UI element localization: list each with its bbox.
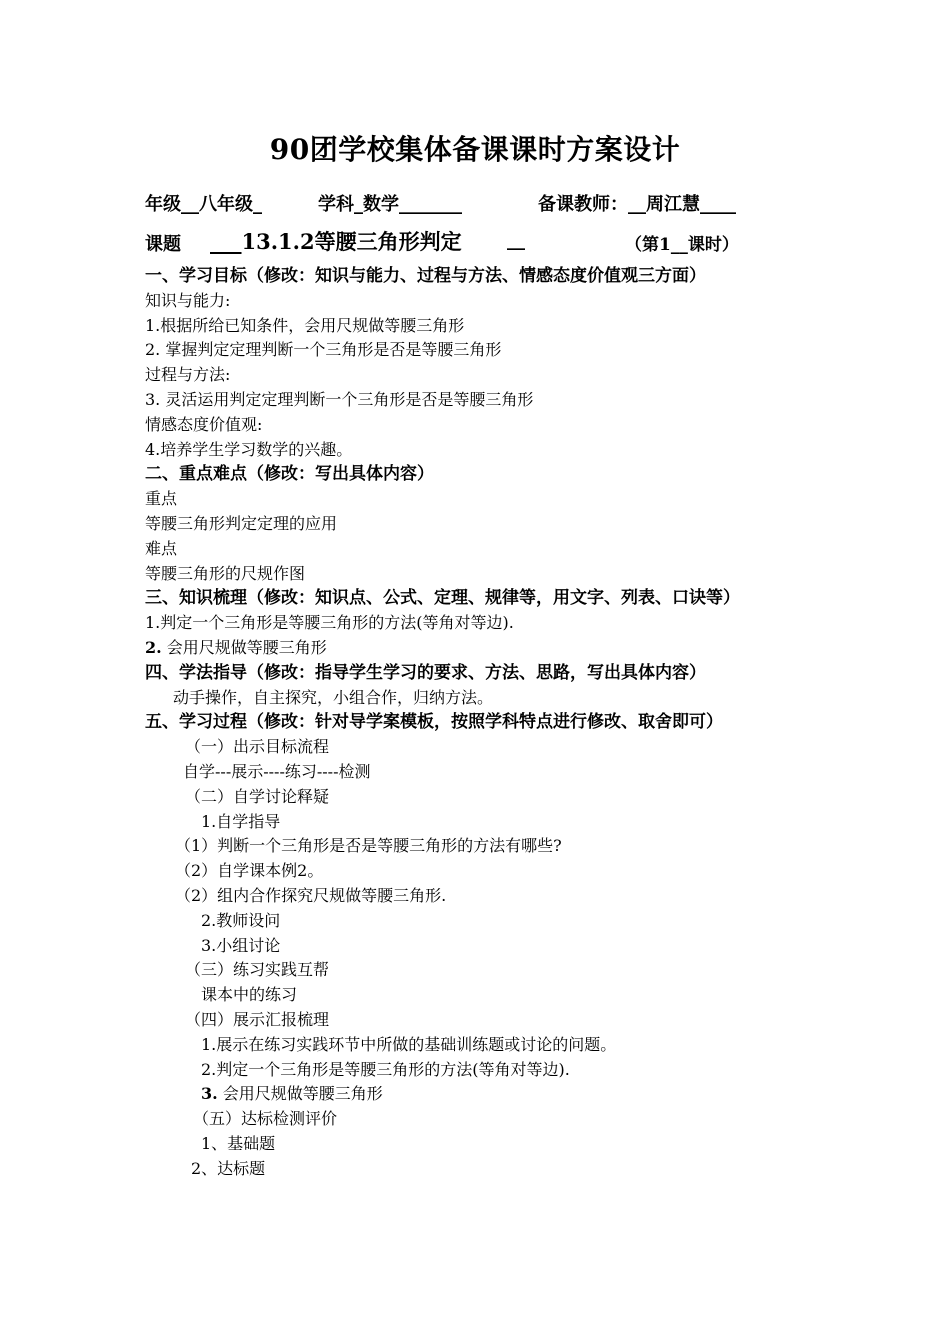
- line-text: （一）出示目标流程: [185, 737, 330, 757]
- line-text: 情感态度价值观:: [145, 414, 263, 434]
- grade-field: 年级__八年级_: [145, 194, 262, 215]
- body-line: [145, 340, 501, 360]
- body-line: [145, 415, 262, 435]
- body-line: [145, 613, 514, 633]
- body-line: [145, 564, 305, 584]
- body-line: [145, 539, 177, 559]
- course-topic: ___13.1.2等腰三角形判定: [210, 229, 462, 254]
- course-blank: __: [507, 230, 525, 251]
- line-text: 1.自学指导: [201, 811, 281, 831]
- body-line: [145, 489, 177, 509]
- line-text: 四、学法指导（修改：指导学生学习的要求、方法、思路，写出具体内容）: [145, 662, 706, 683]
- body-line: [201, 936, 280, 956]
- line-text: 4.培养学生学习数学的兴趣。: [145, 439, 353, 459]
- body-line: [145, 291, 230, 311]
- body-line: [201, 985, 297, 1005]
- line-text: （五）达标检测评价: [193, 1109, 338, 1129]
- line-text: 3. 灵活运用判定定理判断一个三角形是否是等腰三角形: [145, 390, 534, 409]
- body-line: [193, 1109, 337, 1129]
- body-line: [145, 440, 352, 460]
- body-line: [201, 1060, 570, 1080]
- line-text: 一、学习目标（修改：知识与能力、过程与方法、情感态度价值观三方面）: [145, 266, 706, 286]
- line-text: 难点: [145, 538, 178, 558]
- body-line: [185, 960, 329, 980]
- section-heading: [145, 588, 740, 608]
- body-line: [185, 787, 329, 807]
- line-text: 1、基础题: [201, 1134, 276, 1153]
- section-heading: [145, 464, 434, 484]
- line-text: 过程与方法:: [145, 365, 231, 385]
- body-line: [145, 316, 464, 336]
- list-number: 3.: [201, 1084, 218, 1104]
- body-line: [145, 514, 337, 534]
- body-line: [175, 836, 562, 856]
- line-text: （三）练习实践互帮: [185, 960, 330, 980]
- line-text: （2）自学课本例2。: [175, 861, 324, 881]
- line-text: 二、重点难点（修改：写出具体内容）: [145, 464, 434, 485]
- line-text: （2）组内合作探究尺规做等腰三角形.: [175, 886, 447, 905]
- line-text: 等腰三角形判定定理的应用: [145, 514, 338, 533]
- page-title: 90团学校集体备课课时方案设计: [269, 133, 681, 166]
- line-text: （四）展示汇报梳理: [185, 1010, 330, 1029]
- body-line: [145, 390, 533, 410]
- line-text: 2、达标题: [191, 1158, 266, 1178]
- body-line: [185, 737, 329, 757]
- subject-field: 学科_数学_______: [318, 194, 462, 215]
- line-text: 3.小组讨论: [201, 935, 281, 955]
- line-text: 三、知识梳理（修改：知识点、公式、定理、规律等，用文字、列表、口诀等）: [145, 588, 740, 609]
- lesson-number: （第1__课时）: [625, 235, 739, 255]
- body-line: [145, 365, 230, 385]
- line-text: 自学---展示----练习----检测: [183, 762, 371, 781]
- line-text: 课本中的练习: [201, 985, 298, 1005]
- line-text: 会用尺规做等腰三角形: [161, 638, 327, 657]
- section-heading: [145, 712, 723, 732]
- list-number: 2.: [145, 638, 162, 657]
- line-text: 1.判定一个三角形是等腰三角形的方法(等角对等边).: [145, 613, 514, 633]
- body-line: [201, 911, 280, 931]
- line-text: 会用尺规做等腰三角形: [217, 1084, 383, 1104]
- line-text: （1）判断一个三角形是否是等腰三角形的方法有哪些?: [175, 836, 562, 856]
- body-line: [201, 1134, 275, 1154]
- body-line: [201, 1035, 616, 1055]
- line-text: （二）自学讨论释疑: [185, 786, 330, 806]
- body-line: [201, 812, 280, 832]
- teacher-field: 备课教师：__周江慧____: [538, 194, 736, 215]
- line-text: 2.判定一个三角形是等腰三角形的方法(等角对等边).: [201, 1059, 570, 1079]
- line-text: 2.教师设问: [201, 910, 281, 930]
- line-text: 知识与能力:: [145, 290, 231, 310]
- line-text: 2. 掌握判定定理判断一个三角形是否是等腰三角形: [145, 340, 502, 360]
- section-heading: [145, 663, 706, 683]
- line-text: 1.根据所给已知条件，会用尺规做等腰三角形: [145, 315, 465, 335]
- section-heading: [145, 266, 706, 286]
- line-text: 五、学习过程（修改：针对导学案模板，按照学科特点进行修改、取舍即可）: [145, 712, 723, 733]
- body-line: [191, 1159, 265, 1179]
- body-line: [185, 1010, 329, 1030]
- line-text: 动手操作，自主探究，小组合作，归纳方法。: [173, 687, 494, 707]
- body-line: [175, 886, 446, 906]
- body-line: [201, 1084, 383, 1104]
- line-text: 1.展示在练习实践环节中所做的基础训练题或讨论的问题。: [201, 1034, 617, 1054]
- course-label: 课题: [145, 234, 181, 255]
- body-line: [145, 638, 327, 658]
- line-text: 等腰三角形的尺规作图: [145, 563, 306, 583]
- line-text: 重点: [145, 489, 178, 509]
- body-line: [183, 762, 370, 782]
- body-line: [173, 688, 493, 708]
- body-line: [175, 861, 323, 881]
